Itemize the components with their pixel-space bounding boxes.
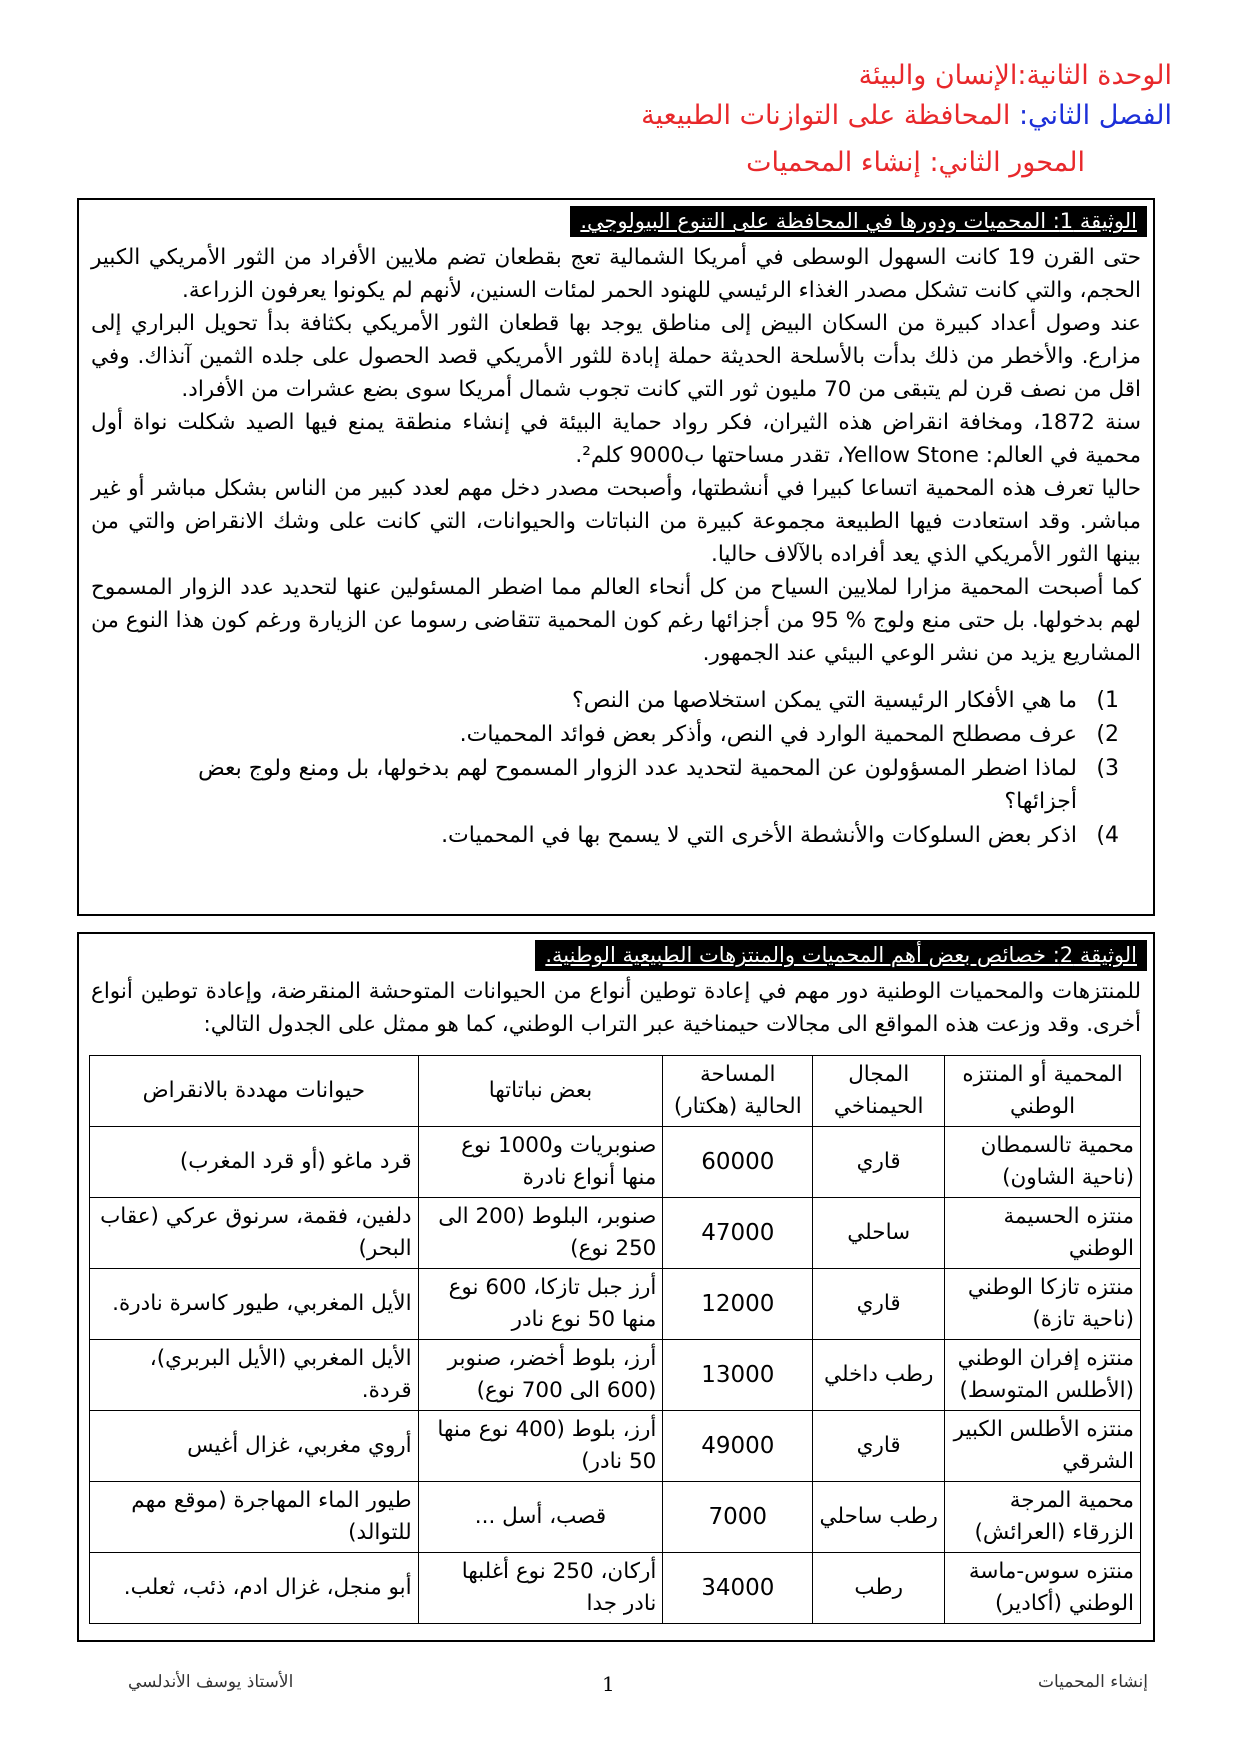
question-item: 4) اذكر بعض السلوكات والأنشطة الأخرى التي لا يسمح بها في المحميات. <box>441 823 1119 848</box>
paragraph: سنة 1872، ومخافة انقراض هذه الثيران، فكر رواد حماية البيئة في إنشاء منطقة يمنع فيها الصيد شكلت نواة أول محمية في العالم: Yellow Stone، تقدر مساحتها ب9000 كلم². <box>91 410 1141 468</box>
table-row <box>90 1411 1141 1482</box>
paragraph: عند وصول أعداد كبيرة من السكان البيض إلى مناطق يوجد بها قطعان الثور الأمريكي بكثافة بدأ تحويل البراري إلى مزارع. والأخطر من ذلك بدأت بالأسلحة الحديثة حملة إبادة للثور الأمريكي قصد الحصول على جلده الثمين آنذاك. وفي اقل من نصف قرن لم يتبقى من 70 مليون ثور التي كانت تجوب شمال أمريكا سوى بضع عشرات من الأفراد. <box>91 311 1141 402</box>
site-name: محمية المرجة الزرقاء (العرائش) <box>945 1482 1141 1553</box>
chapter-value: المحافظة على التوازنات الطبيعية <box>641 100 1011 131</box>
bioclimate: قاري <box>813 1411 945 1482</box>
endangered-animals: طيور الماء المهاجرة (موقع مهم للتوالد) <box>90 1482 419 1553</box>
paragraph: حاليا تعرف هذه المحمية اتساعا كبيرا في أنشطتها، وأصبحت مصدر دخل مهم لعدد كبير من الناس بشكل مباشر أو غير مباشر. وقد استعادت فيها الطبيعة مجموعة كبيرة من النباتات والحيوانات، التي كانت على وشك الانقراض والتي من بينها الثور الأمريكي الذي يعد أفراده بالآلاف حاليا. <box>91 476 1141 567</box>
endangered-animals: دلفين، فقمة، سرنوق عركي (عقاب البحر) <box>90 1198 419 1269</box>
area: 47000 <box>663 1198 813 1269</box>
area: 60000 <box>663 1127 813 1198</box>
area: 49000 <box>663 1411 813 1482</box>
plants: أرز، بلوط (400 نوع منها 50 نادر) <box>418 1411 663 1482</box>
bioclimate: ساحلي <box>813 1198 945 1269</box>
plants: أرز، بلوط أخضر، صنوبر (600 الى 700 نوع) <box>418 1340 663 1411</box>
axis-label: المحور الثاني: <box>929 147 1085 178</box>
document-1-text <box>91 241 1141 670</box>
endangered-animals: الأيل المغربي، طيور كاسرة نادرة. <box>90 1269 419 1340</box>
question-item: 2) عرف مصطلح المحمية الوارد في النص، وأذكر بعض فوائد المحميات. <box>459 722 1119 747</box>
area: 13000 <box>663 1340 813 1411</box>
table-row <box>90 1340 1141 1411</box>
axis-value: إنشاء المحميات <box>746 147 921 178</box>
table-row <box>90 1269 1141 1340</box>
area: 34000 <box>663 1553 813 1624</box>
axis-heading <box>746 145 1085 181</box>
document-2-intro: للمنتزهات والمحميات الوطنية دور مهم في إعادة توطين أنواع من الحيوانات المتوحشة المنقرضة، وإعادة توطين أنواع أخرى. وقد وزعت هذه المواقع الى مجالات حيمناخية عبر التراب الوطني، كما هو ممثل على الجدول التالي: <box>91 979 1141 1037</box>
plants: صنوبر، البلوط (200 الى 250 نوع) <box>418 1198 663 1269</box>
document-1-title: الوثيقة 1: المحميات ودورها في المحافظة على التنوع البيولوجي. <box>570 206 1147 237</box>
area: 12000 <box>663 1269 813 1340</box>
site-name: منتزه تازكا الوطني (ناحية تازة) <box>945 1269 1141 1340</box>
bioclimate: رطب داخلي <box>813 1340 945 1411</box>
plants: صنوبريات و1000 نوع منها أنواع نادرة <box>418 1127 663 1198</box>
footer-author: الأستاذ يوسف الأندلسي <box>128 1672 294 1692</box>
site-name: منتزه إفران الوطني (الأطلس المتوسط) <box>945 1340 1141 1411</box>
chapter-label: الفصل الثاني: <box>1018 100 1172 131</box>
site-name: منتزه الأطلس الكبير الشرقي <box>945 1411 1141 1482</box>
table-row <box>90 1553 1141 1624</box>
plants: قصب، أسل ... <box>418 1482 663 1553</box>
document-1-box <box>77 198 1155 916</box>
bioclimate: رطب ساحلي <box>813 1482 945 1553</box>
area: 7000 <box>663 1482 813 1553</box>
unit-heading <box>859 58 1172 94</box>
document-2-box <box>77 932 1155 1642</box>
footer-topic: إنشاء المحميات <box>1037 1672 1148 1692</box>
chapter-heading <box>641 98 1172 134</box>
questions-list <box>139 684 1119 852</box>
endangered-animals: أروي مغربي، غزال أغيس <box>90 1411 419 1482</box>
column-header: حيوانات مهددة بالانقراض <box>90 1056 419 1127</box>
unit-value: الإنسان والبيئة <box>858 60 1018 91</box>
page-number: 1 <box>602 1672 615 1696</box>
table-header-row <box>90 1056 1141 1127</box>
column-header: بعض نباتاتها <box>418 1056 663 1127</box>
site-name: محمية تالسمطان (ناحية الشاون) <box>945 1127 1141 1198</box>
question-item: 1) ما هي الأفكار الرئيسية التي يمكن استخلاصها من النص؟ <box>572 688 1119 713</box>
table-row <box>90 1127 1141 1198</box>
bioclimate: قاري <box>813 1127 945 1198</box>
question-item: 3) لماذا اضطر المسؤولون عن المحمية لتحديد عدد الزوار المسموح لهم بدخولها، بل ومنع ولوج بعض أجزائها؟ <box>198 756 1119 814</box>
endangered-animals: قرد ماغو (أو قرد المغرب) <box>90 1127 419 1198</box>
protected-areas-table <box>89 1055 1141 1624</box>
site-name: منتزه سوس-ماسة الوطني (أكادير) <box>945 1553 1141 1624</box>
table-row <box>90 1482 1141 1553</box>
plants: أرز جبل تازكا، 600 نوع منها 50 نوع نادر <box>418 1269 663 1340</box>
paragraph: حتى القرن 19 كانت السهول الوسطى في أمريكا الشمالية تعج بقطعان تضم ملايين الأفراد من الثور الأمريكي الكبير الحجم، والتي كانت تشكل مصدر الغذاء الرئيسي للهنود الحمر لمئات السنين، لأنهم لم يكونوا يعرفون الزراعة. <box>91 245 1141 303</box>
unit-label: الوحدة الثانية: <box>1017 60 1172 91</box>
bioclimate: رطب <box>813 1553 945 1624</box>
endangered-animals: أبو منجل، غزال ادم، ذئب، ثعلب. <box>90 1553 419 1624</box>
site-name: منتزه الحسيمة الوطني <box>945 1198 1141 1269</box>
document-2-title: الوثيقة 2: خصائص بعض أهم المحميات والمنتزهات الطبيعية الوطنية. <box>535 940 1147 971</box>
paragraph: كما أصبحت المحمية مزارا لملايين السياح من كل أنحاء العالم مما اضطر المسئولين عنها لتحديد عدد الزوار المسموح لهم بدخولها. بل حتى منع ولوج % 95 من أجزائها رغم كون المحمية تتقاضى رسوما عن الزيارة ورغم كون هذا النوع من المشاريع يزيد من نشر الوعي البيئي عند الجمهور. <box>91 575 1141 666</box>
bioclimate: قاري <box>813 1269 945 1340</box>
column-header: المحمية أو المنتزه الوطني <box>945 1056 1141 1127</box>
column-header: المجال الحيمناخي <box>813 1056 945 1127</box>
endangered-animals: الأيل المغربي (الأيل البربري)، قردة. <box>90 1340 419 1411</box>
column-header: المساحة الحالية (هكتار) <box>663 1056 813 1127</box>
plants: أركان، 250 نوع أغلبها نادر جدا <box>418 1553 663 1624</box>
table-row <box>90 1198 1141 1269</box>
